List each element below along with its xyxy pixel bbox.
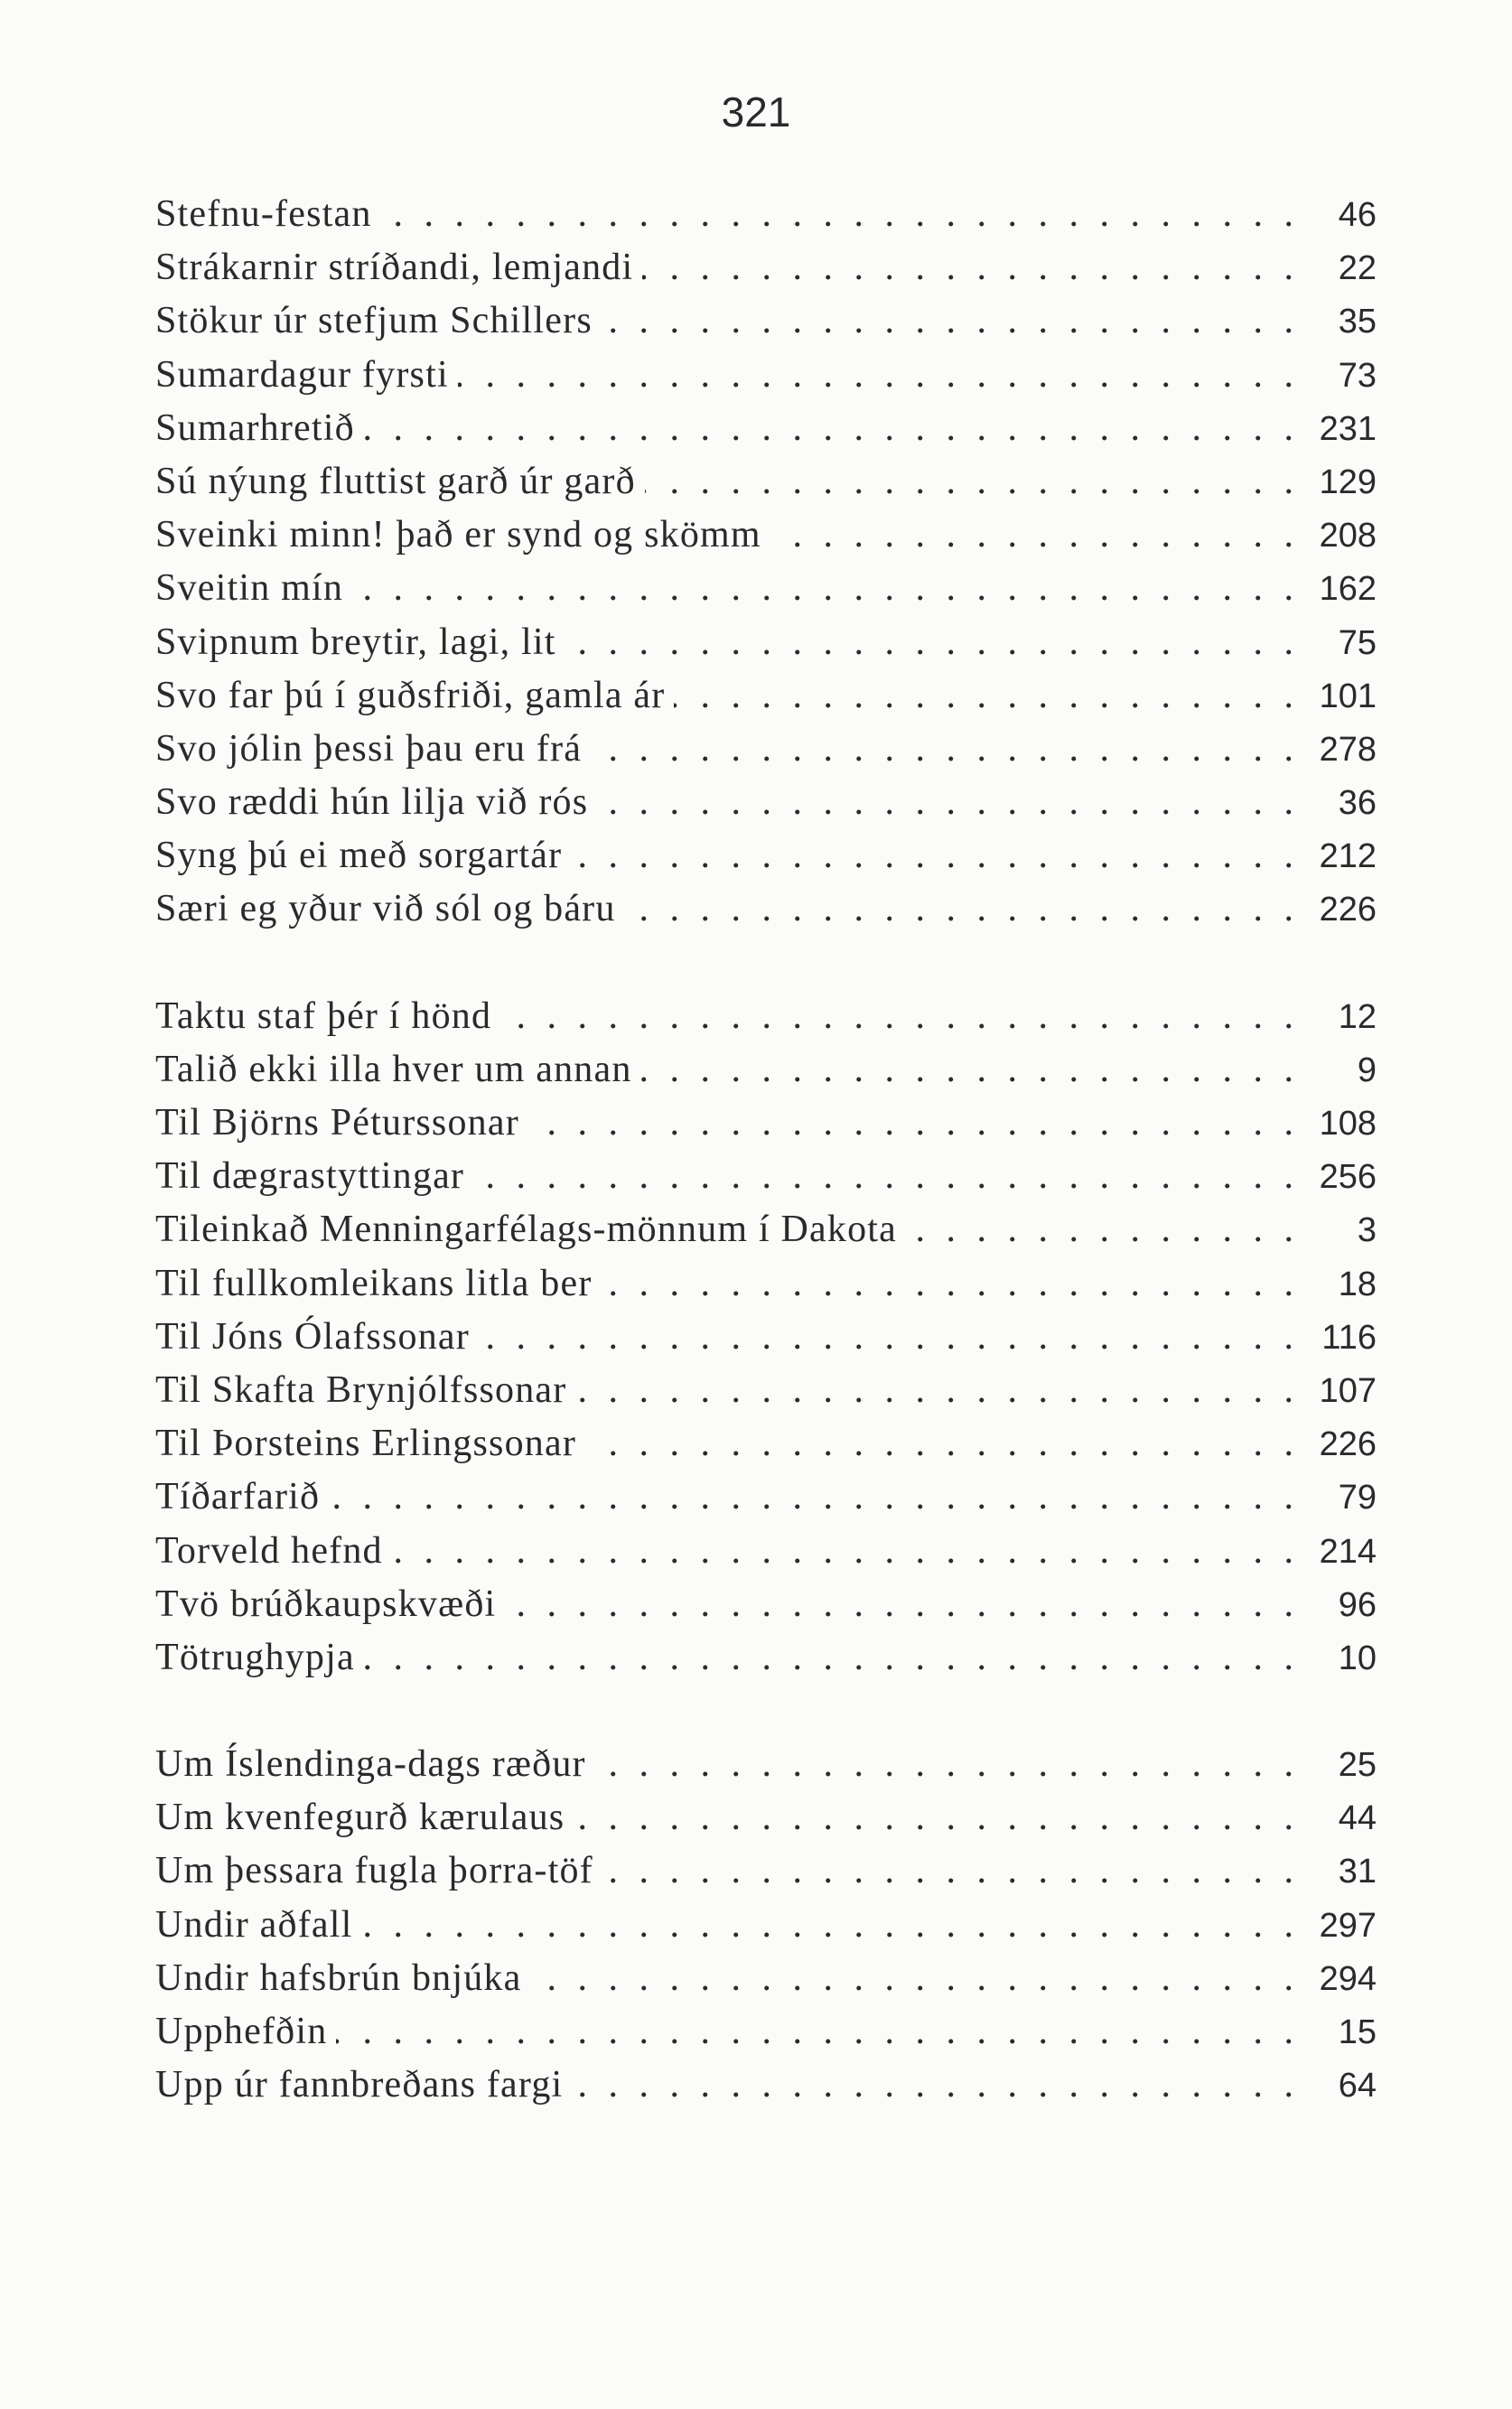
index-section-u — [155, 1738, 1377, 2112]
index-entry — [155, 2059, 1377, 2112]
dot-leader — [505, 1578, 1293, 1631]
entry-title: Til Þorsteins Erlingssonar — [155, 1423, 577, 1465]
index-section-s — [155, 188, 1377, 937]
index-entry — [155, 1311, 1377, 1364]
entry-page: 64 — [1338, 2067, 1377, 2106]
entry-page: 231 — [1319, 409, 1377, 448]
index-entry — [155, 1097, 1377, 1150]
index-entry — [155, 1899, 1377, 1952]
index-entry — [155, 1791, 1377, 1844]
entry-title: Til Björns Péturssonar — [155, 1102, 519, 1144]
entry-title: Upp úr fannbreðans fargi — [155, 2064, 564, 2106]
entry-title: Upphefðin — [155, 2011, 328, 2052]
dot-leader — [770, 509, 1293, 562]
dot-leader — [591, 723, 1293, 776]
dot-leader — [336, 2005, 1293, 2059]
entry-title: Svipnum breytir, lagi, lit — [155, 621, 556, 663]
entry-title: Til Skafta Brynjólfssonar — [155, 1368, 567, 1411]
dot-leader — [565, 616, 1293, 669]
index-entry — [155, 294, 1377, 348]
dot-leader — [585, 1417, 1293, 1471]
dot-leader — [392, 1525, 1293, 1578]
entry-page: 36 — [1338, 784, 1377, 823]
dot-leader — [352, 562, 1293, 615]
index-entry — [155, 1417, 1377, 1471]
entry-page: 9 — [1357, 1050, 1377, 1089]
dot-leader — [625, 882, 1293, 936]
entry-title: Um Íslendinga-dags ræður — [155, 1743, 586, 1786]
entry-title: Sumarhretið — [155, 406, 355, 449]
entry-title: Sumardagur fyrsti — [155, 353, 449, 396]
index-entry — [155, 455, 1377, 509]
index-entry — [155, 829, 1377, 882]
entry-page: 129 — [1319, 462, 1377, 501]
index-entry — [155, 1844, 1377, 1898]
entry-page: 108 — [1319, 1105, 1377, 1143]
dot-leader — [381, 188, 1293, 241]
index-entry — [155, 1257, 1377, 1311]
page-number: 321 — [721, 89, 791, 135]
entry-title: Undir hafsbrún bnjúka — [155, 1956, 522, 1999]
entry-page: 22 — [1338, 249, 1377, 288]
index-entry — [155, 1631, 1377, 1685]
entry-title: Svo far þú í guðsfriði, gamla ár — [155, 674, 666, 716]
index-entry — [155, 990, 1377, 1043]
dot-leader — [479, 1311, 1293, 1364]
index-entry — [155, 188, 1377, 241]
index-entry — [155, 1150, 1377, 1203]
entry-page: 256 — [1319, 1158, 1377, 1197]
entry-title: Tileinkað Menningarfélags-mönnum í Dakota — [155, 1209, 898, 1251]
entry-page: 18 — [1338, 1265, 1377, 1303]
entry-title: Svo ræddi hún lilja við rós — [155, 781, 589, 824]
dot-leader — [906, 1203, 1293, 1256]
index-entry — [155, 2005, 1377, 2059]
dot-leader — [362, 1899, 1294, 1952]
entry-title: Særi eg yður við sól og báru — [155, 888, 616, 930]
entry-title: Stefnu-festan — [155, 193, 372, 235]
entry-page: 12 — [1338, 997, 1377, 1036]
dot-leader — [364, 1631, 1293, 1685]
entry-title: Tötrughypja — [155, 1636, 355, 1678]
dot-leader — [572, 2059, 1293, 2112]
entry-page: 101 — [1319, 677, 1377, 715]
entry-title: Taktu staf þér í hönd — [155, 994, 492, 1037]
entry-page: 73 — [1338, 356, 1377, 395]
dot-leader — [571, 829, 1293, 882]
index-section-t — [155, 990, 1377, 1685]
entry-title: Sveitin mín — [155, 567, 344, 610]
entry-page: 226 — [1319, 1425, 1377, 1464]
entry-title: Svo jólin þessi þau eru frá — [155, 727, 583, 770]
index-entry — [155, 509, 1377, 562]
dot-leader — [530, 1952, 1293, 2005]
dot-leader — [602, 1257, 1293, 1311]
dot-leader — [602, 1844, 1293, 1898]
entry-title: Til Jóns Ólafssonar — [155, 1315, 470, 1358]
entry-page: 116 — [1321, 1318, 1377, 1357]
entry-page: 75 — [1338, 623, 1377, 662]
entry-page: 226 — [1319, 891, 1377, 929]
entry-title: Um kvenfegurð kærulaus — [155, 1797, 565, 1839]
index-entry — [155, 562, 1377, 615]
entry-title: Stökur úr stefjum Schillers — [155, 300, 593, 342]
entry-page: 212 — [1319, 837, 1377, 876]
dot-leader — [641, 1043, 1293, 1097]
index-entry — [155, 1364, 1377, 1417]
index-entry — [155, 349, 1377, 402]
entry-page: 96 — [1338, 1585, 1377, 1624]
dot-leader — [575, 1364, 1293, 1417]
dot-leader — [645, 455, 1293, 509]
entry-page: 278 — [1319, 730, 1377, 769]
entry-page: 214 — [1319, 1532, 1377, 1571]
dot-leader — [597, 776, 1293, 829]
dot-leader — [595, 1738, 1293, 1791]
entry-title: Til fullkomleikans litla ber — [155, 1262, 593, 1304]
index-entry — [155, 1525, 1377, 1578]
entry-title: Um þessara fugla þorra-töf — [155, 1850, 593, 1892]
entry-page: 294 — [1319, 1959, 1377, 1998]
entry-page: 297 — [1319, 1906, 1377, 1945]
entry-page: 208 — [1319, 517, 1377, 556]
index-entry — [155, 1952, 1377, 2005]
entry-page: 25 — [1338, 1746, 1377, 1785]
dot-leader — [458, 349, 1293, 402]
entry-title: Undir aðfall — [155, 1903, 353, 1946]
entry-title: Strákarnir stríðandi, lemjandi — [155, 247, 634, 289]
index-entry — [155, 1043, 1377, 1097]
entry-title: Til dægrastyttingar — [155, 1155, 465, 1198]
entry-page: 107 — [1319, 1371, 1377, 1410]
dot-leader — [500, 990, 1293, 1043]
entry-page: 35 — [1338, 303, 1377, 341]
entry-page: 46 — [1338, 196, 1377, 234]
index-entry — [155, 1578, 1377, 1631]
dot-leader — [674, 669, 1293, 723]
entry-title: Talið ekki illa hver um annan — [155, 1048, 632, 1090]
index-entry — [155, 616, 1377, 669]
index-entry — [155, 241, 1377, 294]
entry-title: Tíðarfarið — [155, 1476, 321, 1518]
entry-title: Tvö brúðkaupskvæði — [155, 1583, 497, 1625]
dot-leader — [364, 402, 1293, 455]
entry-page: 3 — [1357, 1211, 1377, 1250]
index-entry — [155, 1471, 1377, 1524]
entry-page: 15 — [1338, 2013, 1377, 2051]
entry-page: 79 — [1338, 1479, 1377, 1517]
entry-title: Sveinki minn! það er synd og skömm — [155, 514, 761, 556]
entry-page: 44 — [1338, 1799, 1377, 1838]
entry-page: 10 — [1338, 1639, 1377, 1677]
index-list — [155, 188, 1377, 2112]
index-entry — [155, 402, 1377, 455]
entry-page: 162 — [1319, 570, 1377, 609]
index-entry — [155, 669, 1377, 723]
entry-title: Syng þú ei með sorgartár — [155, 835, 563, 877]
dot-leader — [528, 1097, 1293, 1150]
dot-leader — [602, 294, 1293, 348]
dot-leader — [574, 1791, 1293, 1844]
dot-leader — [642, 241, 1293, 294]
entry-page: 31 — [1338, 1853, 1377, 1891]
index-entry — [155, 1738, 1377, 1791]
index-entry — [155, 776, 1377, 829]
index-entry — [155, 1203, 1377, 1256]
dot-leader — [473, 1150, 1293, 1203]
index-entry — [155, 723, 1377, 776]
index-entry — [155, 882, 1377, 936]
entry-title: Sú nýung fluttist garð úr garð — [155, 460, 636, 502]
entry-title: Torveld hefnd — [155, 1529, 383, 1572]
dot-leader — [329, 1471, 1293, 1524]
